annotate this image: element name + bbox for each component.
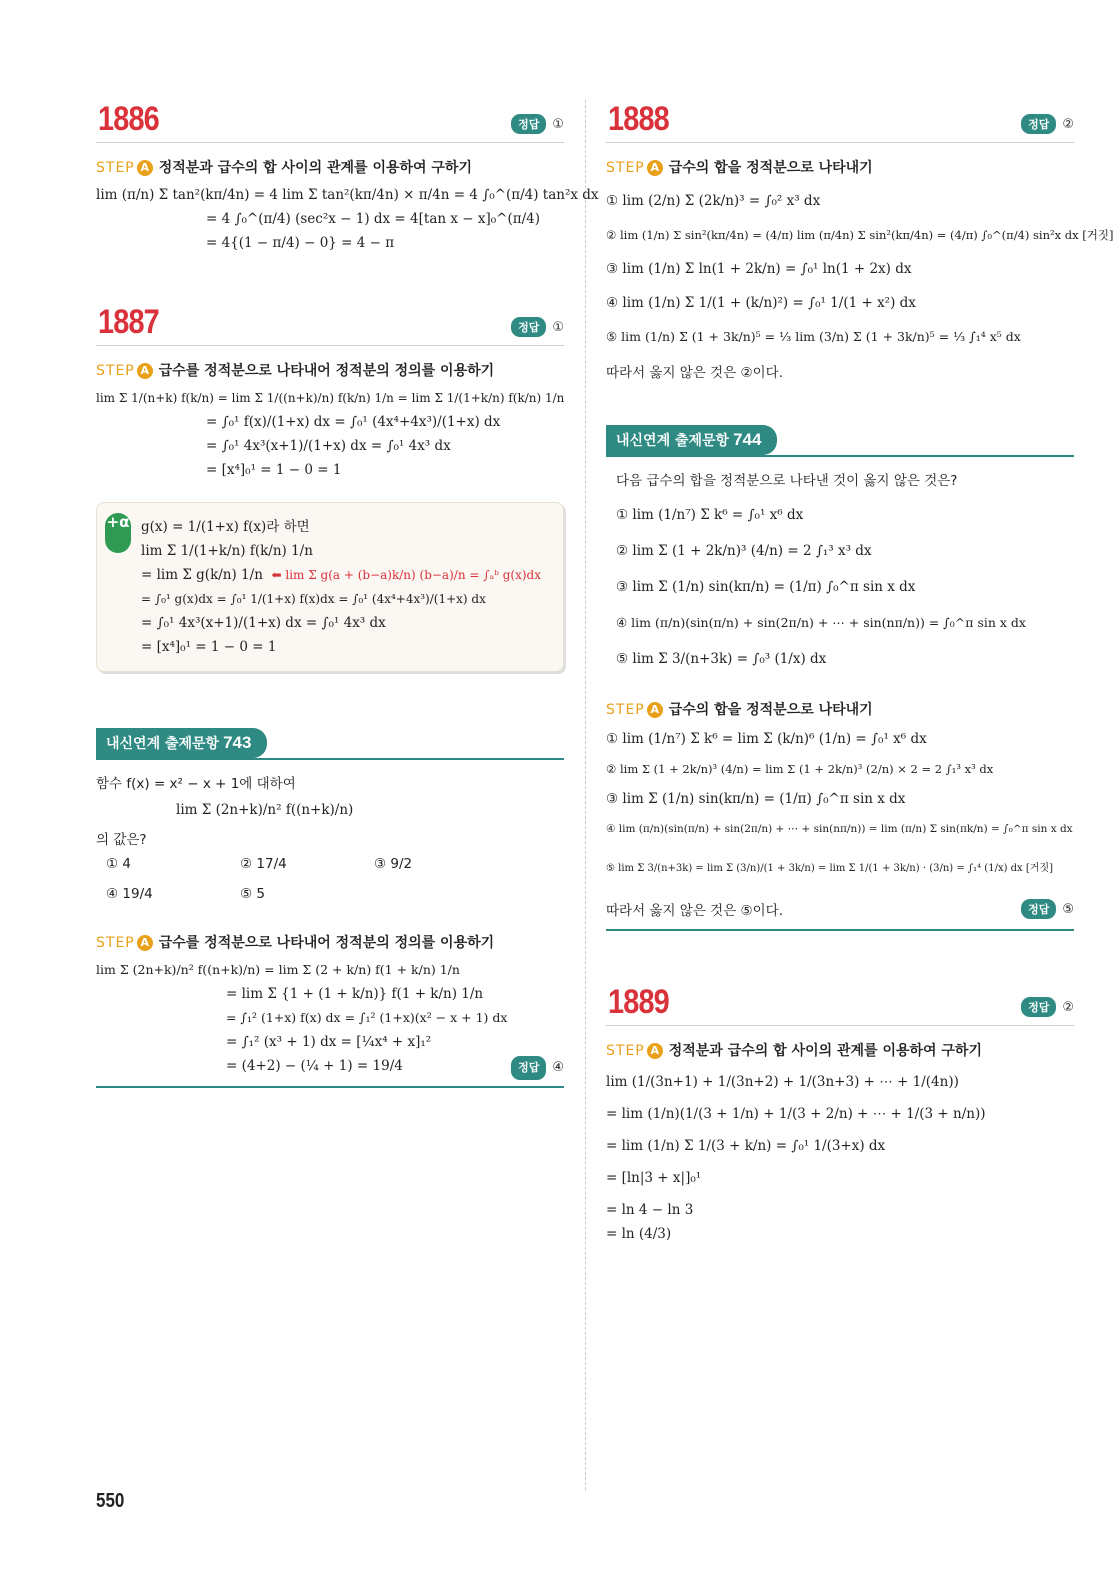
step-letter: A xyxy=(647,702,663,718)
question-expression: lim Σ (2n+k)/n² f((n+k)/n) xyxy=(176,802,354,818)
step-word: STEP xyxy=(96,363,135,379)
step-heading xyxy=(96,932,564,952)
linked-question-744 xyxy=(606,425,1074,931)
problem-header xyxy=(96,303,564,346)
tip-line xyxy=(141,565,553,585)
banner-wrap xyxy=(606,425,1074,457)
problem-number: 1888 xyxy=(608,100,669,138)
solution-line: lim (1/(3n+1) + 1/(3n+2) + 1/(3n+3) + ⋯ + 1/(4n)) xyxy=(606,1074,959,1090)
tip-line-text: = lim Σ g(k/n) 1/n xyxy=(141,567,263,583)
solution-line: ② lim Σ (1 + 2k/n)³ (4/n) = lim Σ (1 + 2k/n)³ (2/n) × 2 = 2 ∫₁³ x³ dx xyxy=(606,762,994,776)
answer-value: ① xyxy=(552,320,564,335)
conclusion-text: 따라서 옳지 않은 것은 ⑤이다. xyxy=(606,903,784,919)
solution-line: ③ lim Σ (1/n) sin(kπ/n) = (1/π) ∫₀^π sin x dx xyxy=(606,791,906,807)
answer-badge: 정답 xyxy=(511,317,546,337)
problem-number: 1887 xyxy=(98,303,159,341)
banner-wrap xyxy=(96,728,564,760)
choice-item: ⑤ 5 xyxy=(240,886,265,902)
solution-line: lim (π/n) Σ tan²(kπ/4n) = 4 lim Σ tan²(kπ/4n) × π/4n = 4 ∫₀^(π/4) tan²x dx xyxy=(96,187,599,203)
option-line: ④ lim (π/n)(sin(π/n) + sin(2π/n) + ⋯ + sin(nπ/n)) = ∫₀^π sin x dx xyxy=(616,615,1026,630)
tip-arrow-note: ⬅ lim Σ g(a + (b−a)k/n) (b−a)/n = ∫ₐᵇ g(x)dx xyxy=(271,568,541,582)
solution-line: = [ln|3 + x|]₀¹ xyxy=(606,1170,702,1186)
column-divider xyxy=(585,100,586,1490)
problem-1888 xyxy=(606,100,1114,381)
tip-intro: g(x) = 1/(1+x) f(x)라 하면 xyxy=(141,519,310,535)
banner-number: 743 xyxy=(223,733,252,752)
question-text: 의 값은? xyxy=(96,832,147,848)
solution-line: = ∫₀¹ f(x)/(1+x) dx = ∫₀¹ (4x⁴+4x³)/(1+x) dx xyxy=(206,414,501,430)
option-line: ⑤ lim Σ 3/(n+3k) = ∫₀³ (1/x) dx xyxy=(616,651,827,667)
solution-line: = ln (4/3) xyxy=(606,1226,672,1242)
option-line: ① lim (1/n⁷) Σ k⁶ = ∫₀¹ x⁶ dx xyxy=(616,507,804,523)
tip-line: = ∫₀¹ 4x³(x+1)/(1+x) dx = ∫₀¹ 4x³ dx xyxy=(141,615,386,631)
choice-item: ② 17/4 xyxy=(240,856,287,872)
answer-value: ⑤ xyxy=(1062,902,1074,917)
step-title: 급수를 정적분으로 나타내어 정적분의 정의를 이용하기 xyxy=(158,935,495,951)
option-line: ② lim Σ (1 + 2k/n)³ (4/n) = 2 ∫₁³ x³ dx xyxy=(616,543,872,559)
conclusion-line xyxy=(606,899,1074,919)
step-title: 정적분과 급수의 합 사이의 관계를 이용하여 구하기 xyxy=(158,160,472,176)
step-heading xyxy=(606,699,1074,719)
conclusion-text: 따라서 옳지 않은 것은 ②이다. xyxy=(606,365,784,381)
problem-1887 xyxy=(96,303,564,672)
linked-question-banner xyxy=(606,425,777,455)
banner-number: 744 xyxy=(733,430,762,449)
answer-tag xyxy=(1021,997,1074,1017)
choice-list xyxy=(106,856,564,902)
solution-line: = ∫₁² (x³ + 1) dx = [¼x⁴ + x]₁² xyxy=(226,1034,432,1050)
step-heading xyxy=(96,360,564,380)
section-end-line xyxy=(96,1086,564,1088)
answer-value: ② xyxy=(1062,117,1074,132)
step-heading xyxy=(606,157,1074,177)
step-letter: A xyxy=(647,160,663,176)
answer-tag xyxy=(1021,114,1074,134)
solution-line: = lim (1/n) Σ 1/(3 + k/n) = ∫₀¹ 1/(3+x) dx xyxy=(606,1138,886,1154)
step-title: 정적분과 급수의 합 사이의 관계를 이용하여 구하기 xyxy=(668,1043,982,1059)
choice-item: ③ 9/2 xyxy=(374,856,413,872)
problem-1889 xyxy=(606,983,1074,1244)
tip-line: = [x⁴]₀¹ = 1 − 0 = 1 xyxy=(141,639,277,655)
solution-line: = ∫₀¹ 4x³(x+1)/(1+x) dx = ∫₀¹ 4x³ dx xyxy=(206,438,451,454)
solution-line: ③ lim (1/n) Σ ln(1 + 2k/n) = ∫₀¹ ln(1 + 2x) dx xyxy=(606,261,912,277)
answer-tag xyxy=(1021,899,1074,919)
choice-item: ④ 19/4 xyxy=(106,886,153,902)
tip-line: = ∫₀¹ g(x)dx = ∫₀¹ 1/(1+x) f(x)dx = ∫₀¹ (4x⁴+4x³)/(1+x) dx xyxy=(141,592,486,606)
solution-line: ⑤ lim (1/n) Σ (1 + 3k/n)⁵ = ⅓ lim (3/n) Σ (1 + 3k/n)⁵ = ⅓ ∫₁⁴ x⁵ dx xyxy=(606,329,1021,344)
solution-line: ④ lim (1/n) Σ 1/(1 + (k/n)²) = ∫₀¹ 1/(1 + x²) dx xyxy=(606,295,916,311)
choice-item: ① 4 xyxy=(106,856,131,872)
banner-label: 내신연계 출제문항 xyxy=(616,433,730,449)
section-end-line xyxy=(606,929,1074,931)
solution-line: lim Σ 1/(n+k) f(k/n) = lim Σ 1/((n+k)/n) f(k/n) 1/n = lim Σ 1/(1+k/n) f(k/n) 1/n xyxy=(96,391,565,405)
solution-line: = 4 ∫₀^(π/4) (sec²x − 1) dx = 4[tan x − x]₀^(π/4) xyxy=(206,211,541,227)
linked-question-banner xyxy=(96,728,267,758)
solution-line: ① lim (2/n) Σ (2k/n)³ = ∫₀² x³ dx xyxy=(606,193,821,209)
problem-header xyxy=(96,100,564,143)
solution-line: = ∫₁² (1+x) f(x) dx = ∫₁² (1+x)(x² − x + 1) dx xyxy=(226,1010,508,1025)
step-word: STEP xyxy=(96,935,135,951)
solution-line: ④ lim (π/n)(sin(π/n) + sin(2π/n) + ⋯ + sin(nπ/n)) = lim (π/n) Σ sin(πk/n) = ∫₀^π sin x dx xyxy=(606,823,1073,835)
solution-line xyxy=(96,1056,564,1076)
step-letter: A xyxy=(137,160,153,176)
step-word: STEP xyxy=(606,702,645,718)
solution-line: = [x⁴]₀¹ = 1 − 0 = 1 xyxy=(206,462,342,478)
tip-box xyxy=(96,502,564,672)
solution-line: = lim Σ {1 + (1 + k/n)} f(1 + k/n) 1/n xyxy=(226,986,484,1002)
answer-tag xyxy=(511,1056,564,1080)
page-number: 550 xyxy=(96,1490,125,1512)
step-word: STEP xyxy=(606,160,645,176)
answer-tag xyxy=(511,114,564,134)
solution-line: ① lim (1/n⁷) Σ k⁶ = lim Σ (k/n)⁶ (1/n) = ∫₀¹ x⁶ dx xyxy=(606,731,927,747)
solution-line: ② lim (1/n) Σ sin²(kπ/4n) = (4/π) lim (π/4n) Σ sin²(kπ/4n) = (4/π) ∫₀^(π/4) sin²x dx [거짓] xyxy=(606,228,1114,242)
plus-alpha-icon: +α xyxy=(105,513,131,553)
step-letter: A xyxy=(137,363,153,379)
step-title: 급수의 합을 정적분으로 나타내기 xyxy=(668,160,873,176)
answer-badge: 정답 xyxy=(1021,114,1056,134)
problem-1886 xyxy=(96,100,599,253)
answer-badge: 정답 xyxy=(1021,997,1056,1017)
solution-line: lim Σ (2n+k)/n² f((n+k)/n) = lim Σ (2 + k/n) f(1 + k/n) 1/n xyxy=(96,962,460,977)
tip-line: lim Σ 1/(1+k/n) f(k/n) 1/n xyxy=(141,543,313,559)
step-letter: A xyxy=(647,1043,663,1059)
solution-line: = lim (1/n)(1/(3 + 1/n) + 1/(3 + 2/n) + ⋯ + 1/(3 + n/n)) xyxy=(606,1106,986,1122)
answer-value: ④ xyxy=(552,1060,564,1075)
answer-value: ② xyxy=(1062,1000,1074,1015)
banner-label: 내신연계 출제문항 xyxy=(106,736,220,752)
answer-value: ① xyxy=(552,117,564,132)
answer-badge: 정답 xyxy=(511,1056,546,1080)
step-heading xyxy=(606,1040,1074,1060)
solution-line-text: = (4+2) − (¼ + 1) = 19/4 xyxy=(226,1058,403,1074)
step-title: 급수의 합을 정적분으로 나타내기 xyxy=(668,702,873,718)
right-column xyxy=(606,100,1114,1248)
step-word: STEP xyxy=(606,1043,645,1059)
solution-line: = ln 4 − ln 3 xyxy=(606,1202,694,1218)
step-word: STEP xyxy=(96,160,135,176)
step-heading xyxy=(96,157,564,177)
problem-number: 1889 xyxy=(608,983,669,1021)
question-text: 함수 f(x) = x² − x + 1에 대하여 xyxy=(96,776,296,792)
problem-number: 1886 xyxy=(98,100,159,138)
solution-line: ⑤ lim Σ 3/(n+3k) = lim Σ (3/n)/(1 + 3k/n) = lim Σ 1/(1 + 3k/n) · (3/n) = ∫₁⁴ (1/x) dx [거짓] xyxy=(606,863,1054,874)
step-title: 급수를 정적분으로 나타내어 정적분의 정의를 이용하기 xyxy=(158,363,495,379)
answer-badge: 정답 xyxy=(1021,899,1056,919)
linked-question-743 xyxy=(96,728,564,1088)
problem-header xyxy=(606,983,1074,1026)
answer-badge: 정답 xyxy=(511,114,546,134)
step-letter: A xyxy=(137,935,153,951)
option-line: ③ lim Σ (1/n) sin(kπ/n) = (1/π) ∫₀^π sin x dx xyxy=(616,579,916,595)
solution-line: = 4{(1 − π/4) − 0} = 4 − π xyxy=(206,235,395,251)
left-column xyxy=(96,100,599,1088)
question-text: 다음 급수의 합을 정적분으로 나타낸 것이 옳지 않은 것은? xyxy=(616,473,958,489)
problem-header xyxy=(606,100,1074,143)
answer-tag xyxy=(511,317,564,337)
